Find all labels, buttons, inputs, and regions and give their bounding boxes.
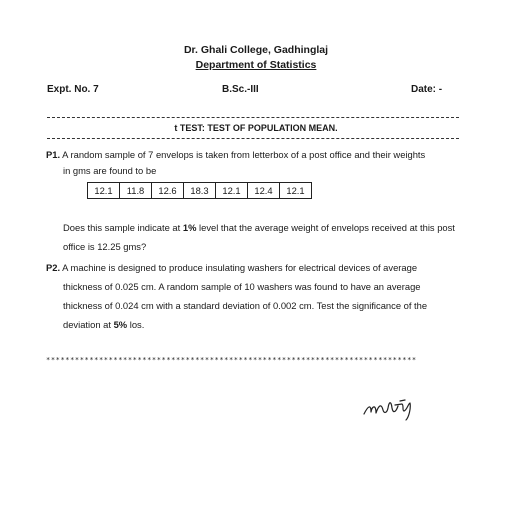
line4-pre: deviation at — [63, 319, 114, 330]
problem-2-line-1 — [46, 258, 417, 277]
department-name: Department of Statistics — [195, 59, 317, 71]
problem-1-question-line-1 — [63, 218, 455, 237]
question-post: level that the average weight of envelops received at this post — [196, 222, 455, 233]
question-pre: Does this sample indicate at — [63, 222, 183, 233]
line4-post: los. — [127, 319, 145, 330]
table-cell: 12.1 — [88, 183, 120, 199]
star-separator: ***************************************************************************** — [46, 356, 417, 364]
table-row — [88, 183, 312, 199]
weights-table — [87, 182, 312, 199]
date-label: Date: - — [411, 84, 443, 95]
experiment-number: Expt. No. 7 — [47, 84, 99, 95]
problem-2-line-2: thickness of 0.025 cm. A random sample of 10 washers was found to have an average — [63, 281, 421, 292]
table-cell: 12.6 — [152, 183, 184, 199]
problem-2-line-4 — [63, 315, 144, 334]
table-cell: 12.1 — [216, 183, 248, 199]
table-cell: 12.1 — [280, 183, 312, 199]
problem-2-line-3: thickness of 0.024 cm with a standard deviation of 0.002 cm. Test the significance of the — [63, 300, 428, 311]
divider-top — [47, 117, 459, 119]
problem-2-text-1: A machine is designed to produce insulating washers for electrical devices of average — [60, 262, 418, 273]
signature-icon — [362, 392, 418, 422]
problem-1-label: P1. — [46, 149, 61, 160]
significance-2: 5% — [113, 319, 128, 330]
problem-1-question-line-2: office is 12.25 gms? — [63, 241, 147, 252]
problem-1-line-2: in gms are found to be — [63, 165, 157, 176]
significance-1: 1% — [182, 222, 197, 233]
table-cell: 12.4 — [248, 183, 280, 199]
problem-1-text-1: A random sample of 7 envelops is taken from letterbox of a post office and their weights — [60, 149, 426, 160]
table-cell: 18.3 — [184, 183, 216, 199]
divider-bottom — [47, 138, 459, 140]
table-cell: 11.8 — [120, 183, 152, 199]
class-label: B.Sc.-III — [222, 84, 259, 95]
college-name: Dr. Ghali College, Gadhinglaj — [183, 44, 329, 56]
test-title: t TEST: TEST OF POPULATION MEAN. — [174, 123, 338, 133]
problem-2-label: P2. — [46, 262, 61, 273]
